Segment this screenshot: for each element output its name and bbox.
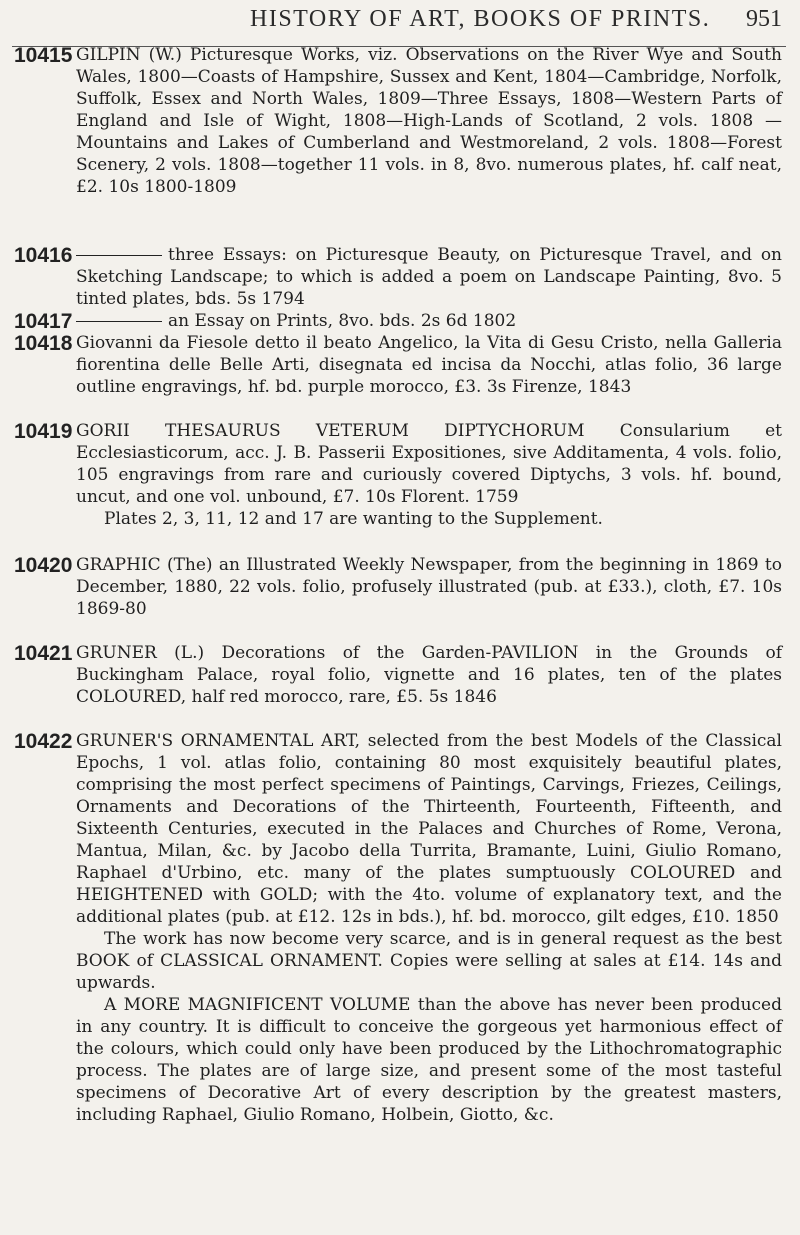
entry-10421: [0, 642, 800, 730]
entry-text: Giovanni da Fiesole detto il beato Angelico, la Vita di Gesu Cristo, nella Galleria fiorentina delle Belle Arti, disegnata ed incisa da Nocchi, atlas folio, 36 large outline engravings, hf. bd. purple morocco, £3. 3s Firenze, 1843: [76, 333, 782, 397]
entry-text: GORII THESAURUS VETERUM DIPTYCHORUM Consularium et Ecclesiasticorum, acc. J. B. Passerii Expositiones, sive Additamenta, 4 vols. folio, 105 engravings from rare and curiously covered Diptychs, 3 vols. hf. bound, uncut, and one vol. unbound, £7. 10s Florent. 1759: [76, 421, 782, 507]
ditto-dash: [76, 321, 162, 322]
lot-number: 10415: [14, 44, 73, 67]
lot-number: 10416: [14, 244, 73, 267]
entry-text: GRUNER'S ORNAMENTAL ART, selected from the best Models of the Classical Epochs, 1 vol. atlas folio, containing 80 most exquisitely beautiful plates, comprising the most perfect specimens of Paintings, Carvings, Friezes, Ceilings, Ornaments and Decorations of the Thirteenth, Fourteenth, Fifteenth, and Sixteenth Centuries, executed in the Palaces and Churches of Rome, Verona, Mantua, Milan, &c. by Jacobo della Turrita, Bramante, Luini, Giulio Romano, Raphael d'Urbino, etc. many of the plates sumptuously COLOURED and HEIGHTENED with GOLD; with the 4to. volume of explanatory text, and the additional plates (pub. at £12. 12s in bds.), hf. bd. morocco, gilt edges, £10. 1850: [76, 731, 782, 927]
lot-number: 10421: [14, 642, 73, 665]
entry-note-2: A MORE MAGNIFICENT VOLUME than the above has never been produced in any country. It is difficult to conceive the gorgeous yet harmonious effect of the colours, which could only have been produced by the Lithochromatographic process. The plates are of large size, and present some of the most tasteful specimens of Decorative Art of every description by the greatest masters, including Raphael, Giulio Romano, Holbein, Giotto, &c.: [76, 995, 782, 1125]
entry-text: three Essays: on Picturesque Beauty, on Picturesque Travel, and on Sketching Landscape; to which is added a poem on Landscape Painting, 8vo. 5 tinted plates, bds. 5s 1794: [76, 245, 782, 309]
entry-10422: [0, 730, 800, 1126]
lot-number: 10422: [14, 730, 73, 753]
entry-text: GILPIN (W.) Picturesque Works, viz. Observations on the River Wye and South Wales, 1800—Coasts of Hampshire, Sussex and Kent, 1804—Cambridge, Norfolk, Suffolk, Essex and North Wales, 1809—Three Essays, 1808—Western Parts of England and Isle of Wight, 1808—High-Lands of Scotland, 2 vols. 1808 —Mountains and Lakes of Cumberland and Westmoreland, 2 vols. 1808—Forest Scenery, 2 vols. 1808—together 11 vols. in 8, 8vo. numerous plates, hf. calf neat, £2. 10s 1800-1809: [76, 45, 782, 197]
lot-number: 10419: [14, 420, 73, 443]
running-head: [0, 6, 800, 46]
entry-10415: [0, 44, 800, 244]
entry-text: GRUNER (L.) Decorations of the Garden-PAVILION in the Grounds of Buckingham Palace, royal folio, vignette and 16 plates, ten of the plates COLOURED, half red morocco, rare, £5. 5s 1846: [76, 643, 782, 707]
lot-number: 10420: [14, 554, 73, 577]
entry-10418: [0, 332, 800, 420]
entry-note: The work has now become very scarce, and is in general request as the best BOOK of CLASSICAL ORNAMENT. Copies were selling at sales at £14. 14s and upwards.: [76, 929, 782, 993]
entry-note: Plates 2, 3, 11, 12 and 17 are wanting to the Supplement.: [104, 509, 603, 529]
page-number: 951: [746, 6, 782, 32]
entry-10417: [0, 310, 800, 332]
entry-10416: [0, 244, 800, 310]
entry-list: [0, 44, 800, 1126]
entry-text: GRAPHIC (The) an Illustrated Weekly Newspaper, from the beginning in 1869 to December, 1880, 22 vols. folio, profusely illustrated (pub. at £33.), cloth, £7. 10s 1869-80: [76, 555, 782, 619]
page-title: HISTORY OF ART, BOOKS OF PRINTS.: [250, 6, 711, 32]
ditto-dash: [76, 255, 162, 256]
entry-text: an Essay on Prints, 8vo. bds. 2s 6d 1802: [168, 311, 517, 331]
entry-10419: [0, 420, 800, 554]
entry-10420: [0, 554, 800, 642]
lot-number: 10417: [14, 310, 73, 333]
lot-number: 10418: [14, 332, 73, 355]
